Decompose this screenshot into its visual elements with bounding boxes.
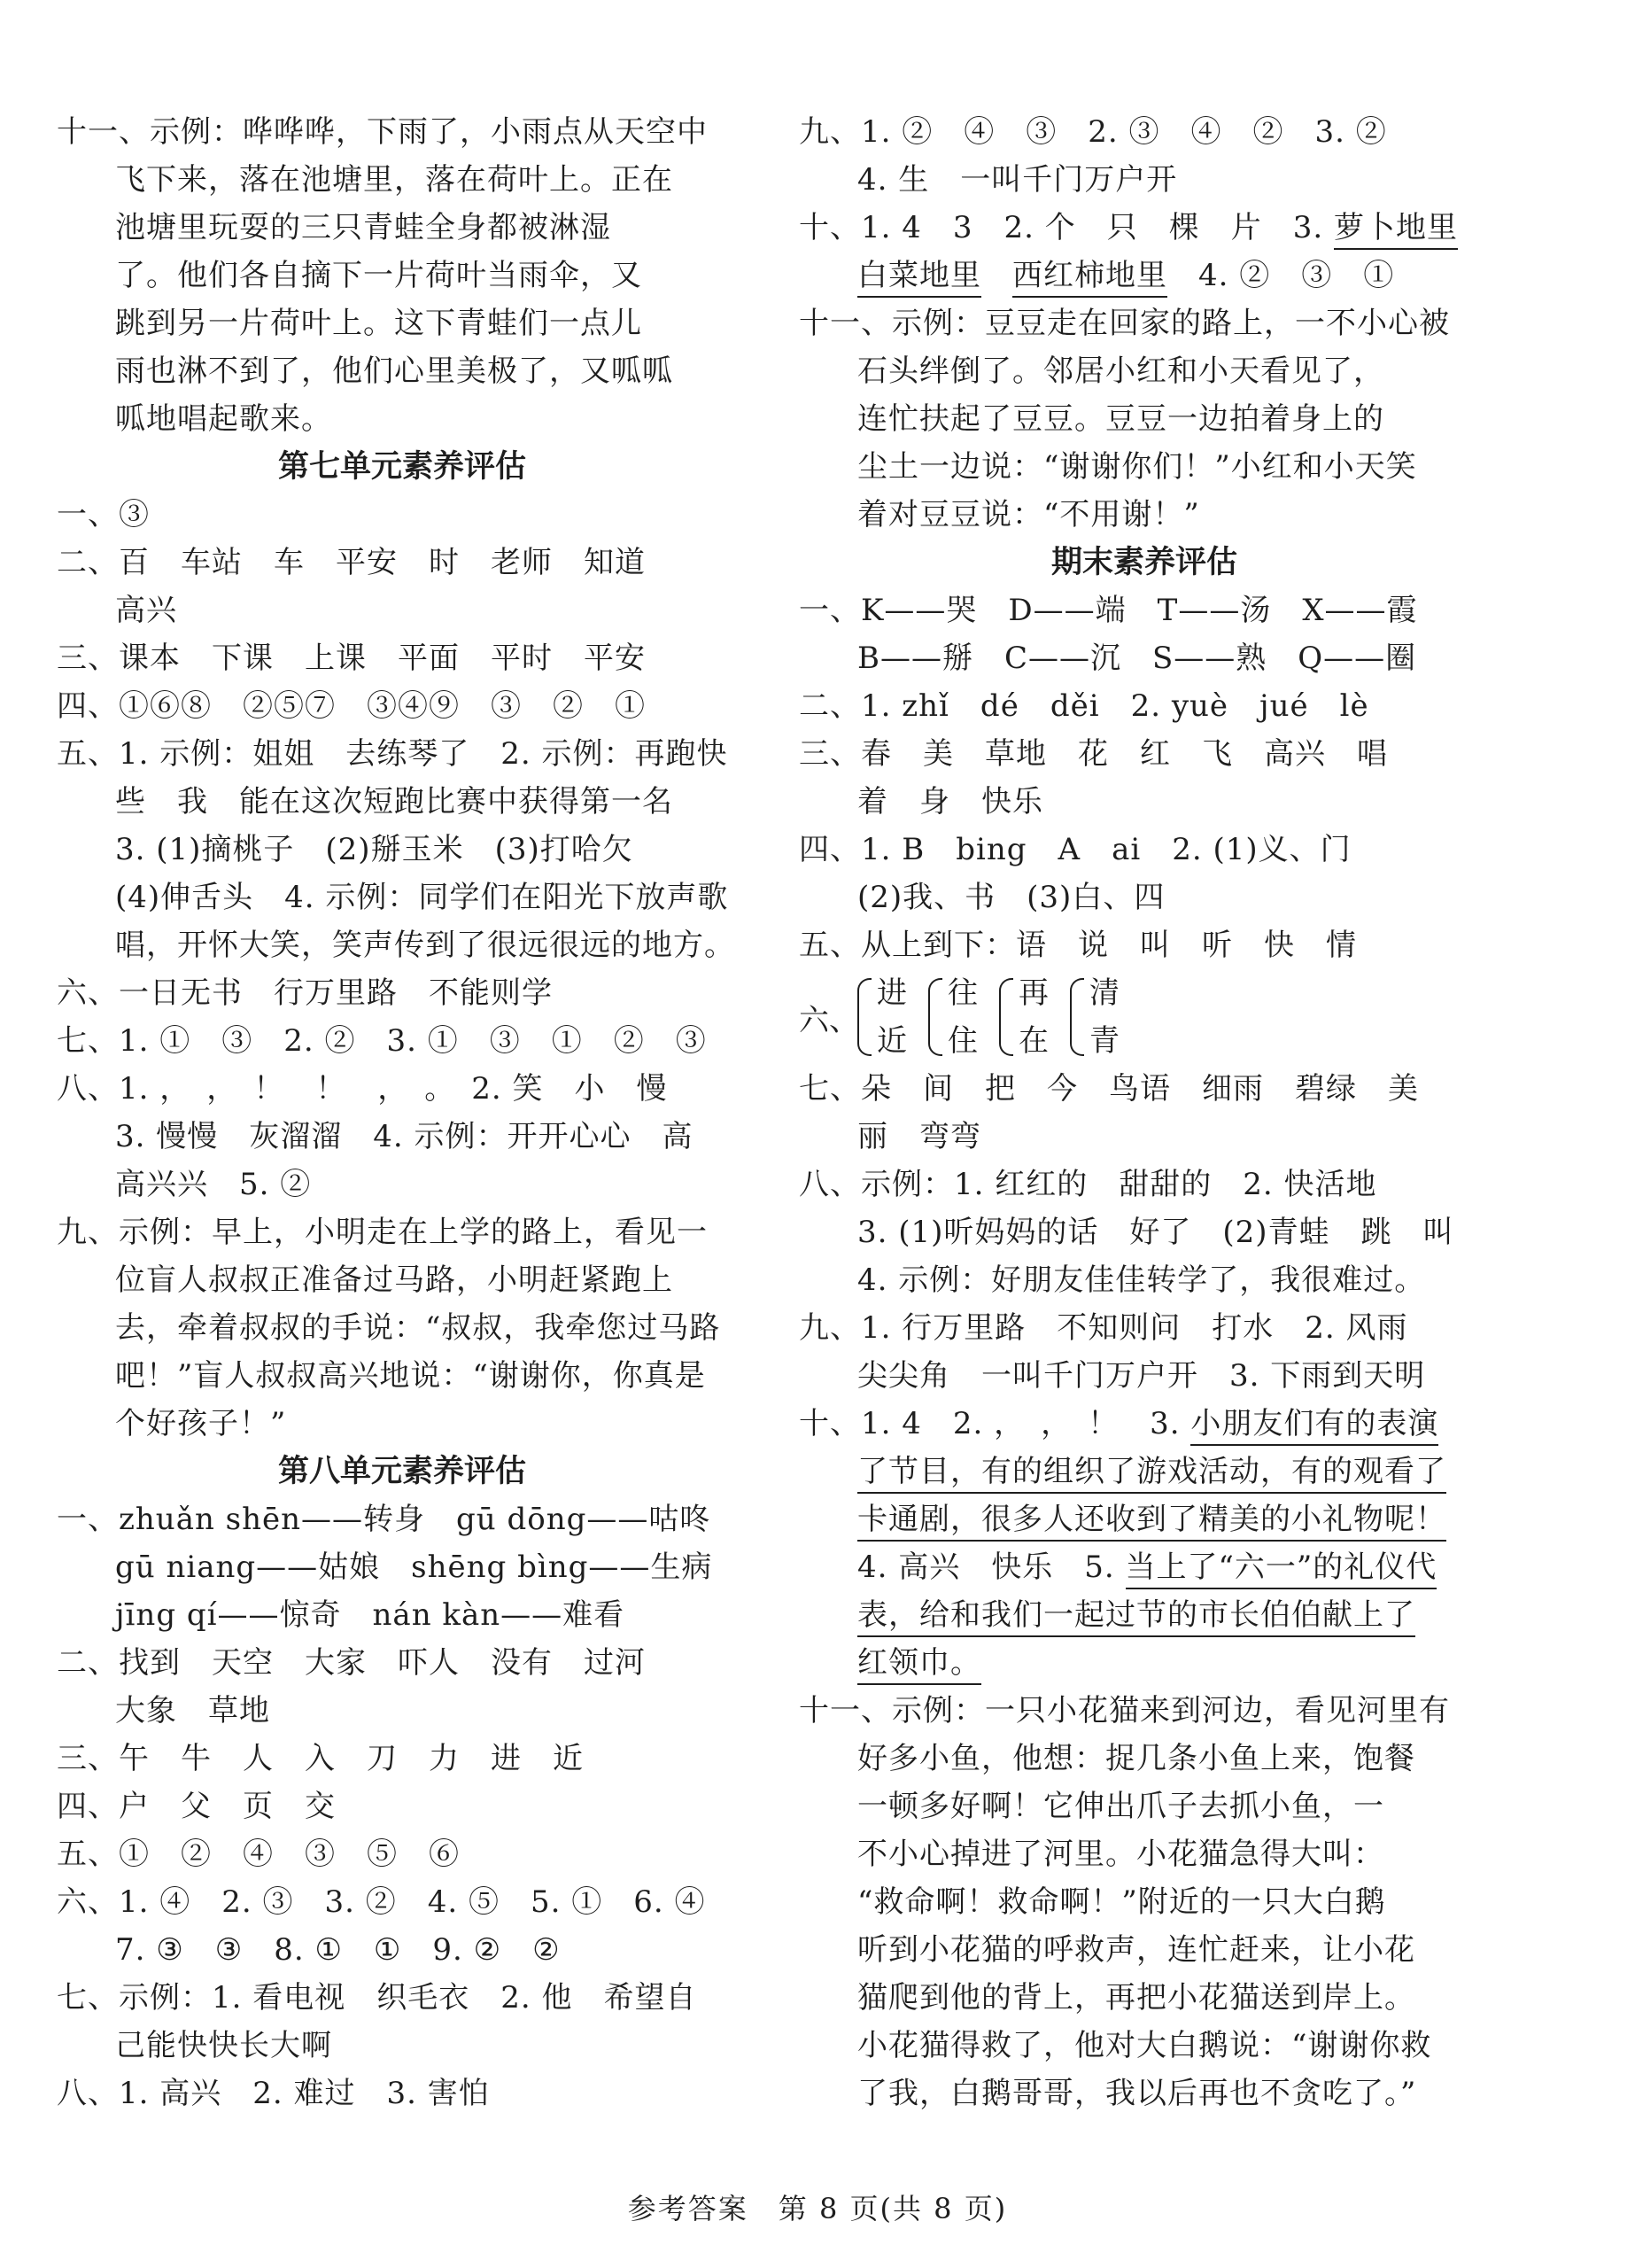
left-column [57, 108, 748, 2117]
answer-line: 己能快快长大啊 [115, 2028, 332, 2063]
answer-line: gū niang——姑娘 shēng bìng——生病 [115, 1550, 713, 1585]
brace-icon [999, 978, 1013, 1056]
brace-char: 青 [1089, 1023, 1120, 1059]
answer-line: 五、① ② ④ ③ ⑤ ⑥ [57, 1837, 460, 1872]
answer-line: 尖尖角 一叫千门万户开 3. 下雨到天明 [857, 1358, 1426, 1394]
answer-line: 三、课本 下课 上课 平面 平时 平安 [57, 641, 646, 676]
answer-line [799, 1543, 1490, 1591]
brace-pair [857, 969, 907, 1065]
answer-line: 石头绊倒了。邻居小红和小天看见了， [857, 353, 1384, 389]
answer-line: 丽 弯弯 [857, 1119, 981, 1154]
answer-line: 四、户 父 页 交 [57, 1789, 336, 1824]
underlined-answer: 红领巾。 [857, 1643, 981, 1685]
answer-line: jīng qí——惊奇 nán kàn——难看 [115, 1597, 625, 1633]
underlined-answer: 当上了“六一”的礼仪代 [1126, 1547, 1437, 1589]
underlined-answer: 萝卜地里 [1334, 207, 1458, 250]
answer-line [799, 1448, 1490, 1495]
answer-line [799, 252, 1490, 299]
answer-line: 不小心掉进了河里。小花猫急得大叫： [857, 1837, 1384, 1872]
answer-line: 七、1. ① ③ 2. ② 3. ① ③ ① ② ③ [57, 1023, 707, 1059]
answer-line: 池塘里玩耍的三只青蛙全身都被淋湿 [115, 210, 611, 245]
answer-line [799, 1400, 1490, 1448]
answer-text: 十、1. 4 3 2. 个 只 棵 片 3. [799, 210, 1335, 245]
underlined-answer: 表，给和我们一起过节的市长伯伯献上了 [857, 1595, 1415, 1637]
answer-line: 五、从上到下：语 说 叫 听 快 情 [799, 928, 1357, 963]
answer-line: 一、③ [57, 497, 150, 532]
answer-line: 飞下来，落在池塘里，落在荷叶上。正在 [115, 162, 673, 198]
answer-line: 小花猫得救了，他对大白鹅说：“谢谢你救 [857, 2028, 1432, 2063]
section-heading: 第八单元素养评估 [277, 1454, 526, 1489]
brace-char: 进 [877, 975, 907, 1011]
answer-line: 三、春 美 草地 花 红 飞 高兴 唱 [799, 736, 1388, 772]
answer-text: 4. ② ③ ① [1198, 258, 1395, 293]
brace-char: 在 [1019, 1023, 1049, 1059]
answer-line: 四、1. B bing A ai 2. (1)义、门 [799, 832, 1352, 867]
answer-line: 三、午 牛 人 入 刀 力 进 近 [57, 1741, 584, 1776]
brace-pair [1070, 969, 1120, 1065]
answer-line: 一、zhuǎn shēn——转身 gū dōng——咕咚 [57, 1502, 711, 1537]
answer-line: 六、1. ④ 2. ③ 3. ② 4. ⑤ 5. ① 6. ④ [57, 1884, 706, 1920]
answer-line: 唱，开怀大笑，笑声传到了很远很远的地方。 [115, 928, 735, 963]
underlined-answer: 白菜地里 [857, 255, 981, 298]
answer-line: 高兴兴 5. ② [115, 1167, 312, 1202]
answer-line: 十一、示例：一只小花猫来到河边，看见河里有 [799, 1693, 1450, 1728]
answer-text: 4. 高兴 快乐 5. [857, 1550, 1126, 1585]
answer-line: 雨也淋不到了，他们心里美极了，又呱呱 [115, 353, 673, 389]
brace-icon [857, 978, 872, 1056]
answer-line [799, 1495, 1490, 1543]
answer-line: 一顿多好啊！它伸出爪子去抓小鱼，一 [857, 1789, 1384, 1824]
brace-char: 再 [1019, 975, 1049, 1011]
answer-line: 尘土一边说：“谢谢你们！”小红和小天笑 [857, 449, 1417, 485]
answer-line: “救命啊！救命啊！”附近的一只大白鹅 [857, 1884, 1386, 1920]
answer-line: 连忙扶起了豆豆。豆豆一边拍着身上的 [857, 401, 1384, 437]
right-column [799, 108, 1490, 2117]
answer-line: 七、朵 间 把 今 鸟语 细雨 碧绿 美 [799, 1071, 1419, 1107]
answer-text: 十、1. 4 2. ， ， ！ 3. [799, 1406, 1191, 1441]
answer-line: 听到小花猫的呼救声，连忙赶来，让小花 [857, 1932, 1415, 1968]
answer-line: 八、1. ， ， ！ ！ ， 。 2. 笑 小 慢 [57, 1071, 668, 1107]
brace-char: 近 [877, 1023, 907, 1059]
answer-line: 九、示例：早上，小明走在上学的路上，看见一 [57, 1215, 708, 1250]
answer-line: 八、1. 高兴 2. 难过 3. 害怕 [57, 2076, 490, 2111]
answer-line: 一、K——哭 D——端 T——汤 X——霞 [799, 593, 1418, 628]
section-heading: 第七单元素养评估 [277, 449, 526, 485]
underlined-answer: 小朋友们有的表演 [1190, 1403, 1438, 1446]
answer-label: 六、 [799, 1002, 859, 1038]
brace-icon [1070, 978, 1084, 1056]
answer-line: 着对豆豆说：“不用谢！” [857, 497, 1200, 532]
answer-line: (4)伸舌头 4. 示例：同学们在阳光下放声歌 [115, 880, 729, 915]
answer-line: 九、1. ② ④ ③ 2. ③ ④ ② 3. ② [799, 114, 1387, 150]
answer-line: 跳到另一片荷叶上。这下青蛙们一点儿 [115, 306, 642, 341]
answer-line: 二、找到 天空 大家 吓人 没有 过河 [57, 1645, 646, 1681]
answer-line: 高兴 [115, 593, 177, 628]
brace-pair [999, 969, 1049, 1065]
answer-line: 五、1. 示例：姐姐 去练琴了 2. 示例：再跑快 [57, 736, 728, 772]
answer-line: 了我，白鹅哥哥，我以后再也不贪吃了。” [857, 2076, 1417, 2111]
answer-line: 呱地唱起歌来。 [115, 401, 332, 437]
section-heading: 期末素养评估 [1050, 545, 1237, 580]
answer-line: (2)我、书 (3)白、四 [857, 880, 1166, 915]
answer-line: 四、①⑥⑧ ②⑤⑦ ③④⑨ ③ ② ① [57, 688, 646, 724]
answer-line [799, 204, 1490, 252]
answer-line: 七、示例：1. 看电视 织毛衣 2. 他 希望自 [57, 1980, 697, 2016]
answer-line: 去，牵着叔叔的手说：“叔叔，我牵您过马路 [115, 1310, 721, 1346]
answer-line: B——掰 C——沉 S——熟 Q——圈 [857, 641, 1417, 676]
answer-line [799, 1639, 1490, 1687]
answer-line: 7. ③ ③ 8. ① ① 9. ② ② [115, 1932, 561, 1968]
answer-line: 位盲人叔叔正准备过马路，小明赶紧跑上 [115, 1262, 673, 1298]
answer-line: 3. (1)摘桃子 (2)掰玉米 (3)打哈欠 [115, 832, 633, 867]
answer-line [799, 1591, 1490, 1639]
answer-line: 六、一日无书 行万里路 不能则学 [57, 975, 553, 1011]
answer-line: 个好孩子！” [115, 1406, 287, 1441]
answer-line: 4. 示例：好朋友佳佳转学了，我很难过。 [857, 1262, 1426, 1298]
underlined-answer: 了节目，有的组织了游戏活动，有的观看了 [857, 1451, 1446, 1494]
answer-line: 猫爬到他的背上，再把小花猫送到岸上。 [857, 1980, 1415, 2016]
answer-line: 吧！”盲人叔叔高兴地说：“谢谢你，你真是 [115, 1358, 706, 1394]
answer-line: 3. (1)听妈妈的话 好了 (2)青蛙 跳 叫 [857, 1215, 1454, 1250]
underlined-answer: 西红柿地里 [1012, 255, 1167, 298]
answer-line: 了。他们各自摘下一片荷叶当雨伞，又 [115, 258, 642, 293]
brace-icon [928, 978, 942, 1056]
answer-line: 二、1. zhǐ dé děi 2. yuè jué lè [799, 688, 1369, 724]
underlined-answer: 卡通剧，很多人还收到了精美的小礼物呢！ [857, 1499, 1446, 1542]
answer-line: 八、示例：1. 红红的 甜甜的 2. 快活地 [799, 1167, 1377, 1202]
answer-line: 3. 慢慢 灰溜溜 4. 示例：开开心心 高 [115, 1119, 694, 1154]
brace-pair [928, 969, 978, 1065]
brace-char: 往 [948, 975, 978, 1011]
answer-line: 好多小鱼，他想：捉几条小鱼上来，饱餐 [857, 1741, 1415, 1776]
page-footer: 参考答案 第 8 页(共 8 页) [627, 2192, 1008, 2225]
brace-answer-row [799, 969, 1490, 1065]
answer-line: 着 身 快乐 [857, 784, 1043, 819]
answer-line: 大象 草地 [115, 1693, 270, 1728]
brace-char: 住 [948, 1023, 978, 1059]
answer-line: 十一、示例：豆豆走在回家的路上，一不小心被 [799, 306, 1450, 341]
brace-char: 清 [1089, 975, 1120, 1011]
answer-line: 些 我 能在这次短跑比赛中获得第一名 [115, 784, 673, 819]
answer-line: 二、百 车站 车 平安 时 老师 知道 [57, 545, 646, 580]
answer-line: 九、1. 行万里路 不知则问 打水 2. 风雨 [799, 1310, 1408, 1346]
answer-line: 十一、示例：哗哗哗，下雨了，小雨点从天空中 [57, 114, 708, 150]
answer-line: 4. 生 一叫千门万户开 [857, 162, 1178, 198]
